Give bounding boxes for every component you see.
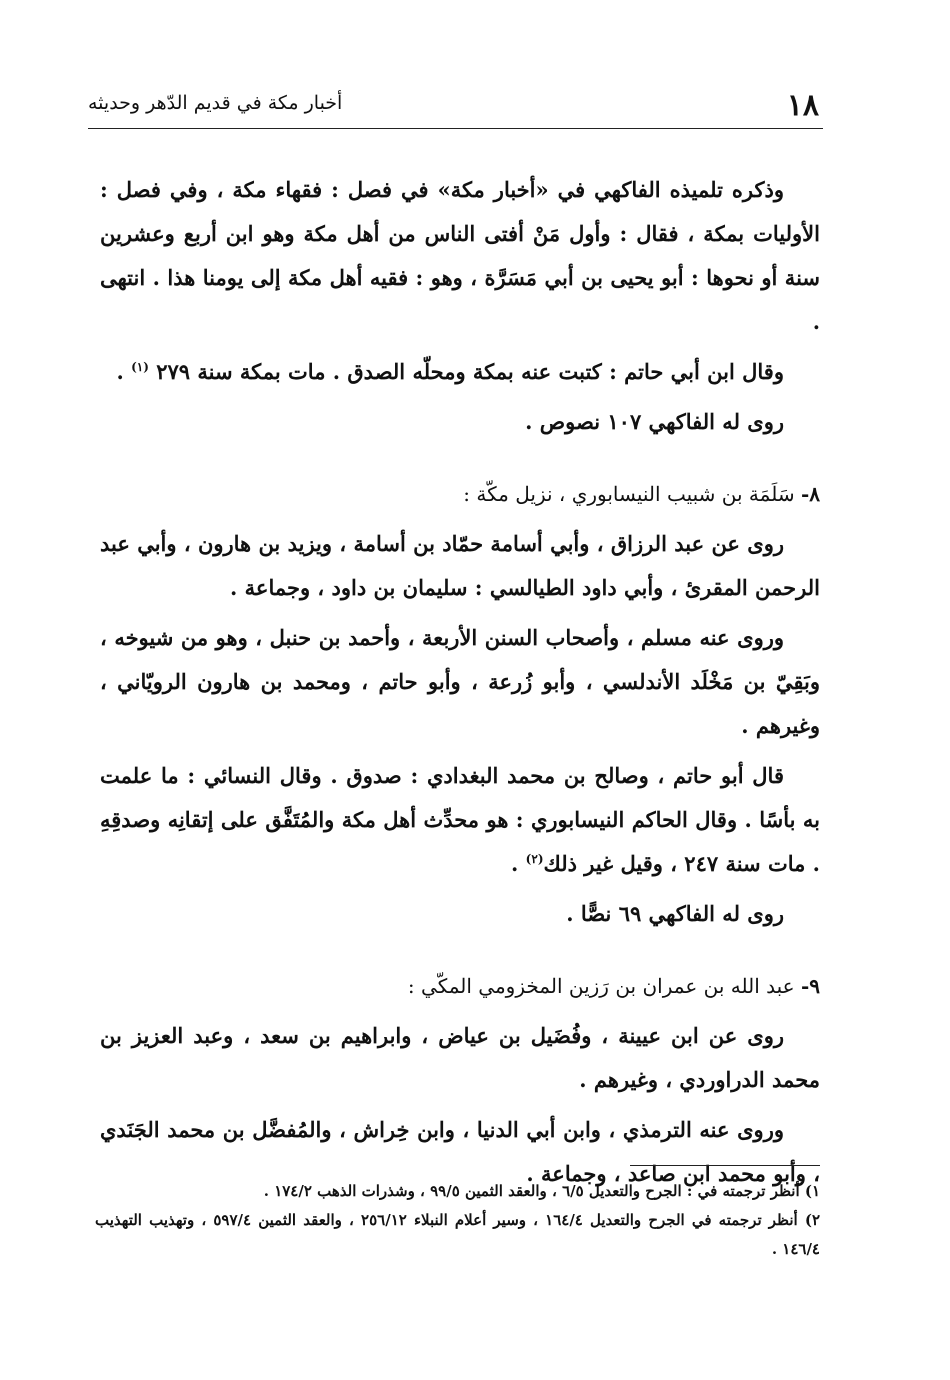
footnote-1: ١) أنظر ترجمته في : الجرح والتعديل ٦/٥ ، والعقد الثمين ٩٩/٥ ، وشذرات الذهب ١٧٤/٢ . [263,1182,820,1200]
entry-8-narrated-by: وروى عنه مسلم ، وأصحاب السنن الأربعة ، وأحمد بن حنبل ، وهو من شيوخه ، وبَقِيّ بن مَخْلَد الأندلسي ، وأبو زُرعة ، وأبو حاتم ، ومحمد بن هارون الرويّاني ، وغيرهم . [100,625,820,738]
entry-8-grading [100,754,820,886]
intro-paragraph-3: روى له الفاكهي ١٠٧ نصوص . [525,409,784,434]
footnote-ref-1[interactable]: (١) [131,360,149,374]
intro-paragraph-2-text: وقال ابن أبي حاتم : كتبت عنه بمكة ومحلّه الصدق . مات بمكة سنة ٢٧٩ [156,359,784,384]
entry-8-title: سَلَمَة بن شبيب النيسابوري ، نزيل مكّة : [463,482,801,506]
entry-8-number: ٨- [800,482,820,506]
intro-paragraph-2 [100,350,820,394]
entry-9-heading [100,964,820,1008]
intro-paragraph-2-end: . [116,359,132,384]
entry-8-narrated-from: روى عن عبد الرزاق ، وأبي أسامة حمّاد بن أسامة ، ويزيد بن هارون ، وأبي عبد الرحمن المقرئ ، وأبي داود الطيالسي : سليمان بن داود ، وجماعة . [100,531,820,600]
entry-9-number: ٩- [800,974,820,998]
entry-8-count: روى له الفاكهي ٦٩ نصًّا . [566,901,784,926]
entry-9-title: عبد الله بن عمران بن رَزين المخزومي المكّي : [407,974,801,998]
footnote-2: ٢) أنظر ترجمته في الجرح والتعديل ١٦٤/٤ ، وسير أعلام النبلاء ٢٥٦/١٢ ، والعقد الثمين ٥٩٧/٤ ، وتهذيب التهذيب ١٤٦/٤ . [95,1211,820,1258]
entry-8-grading-text: قال أبو حاتم ، وصالح بن محمد البغدادي : صدوق . وقال النسائي : ما علمت به بأسًا . وقال الحاكم النيسابوري : هو محدِّث أهل مكة والمُتَفَّق على إتقانِه وصدقِهِ . مات سنة ٢٤٧ ، وقيل غير ذلك [100,763,820,876]
entry-8-heading [100,472,820,516]
page-header [88,88,823,129]
main-text [100,168,820,1196]
running-title: أخبار مكة في قديم الدّهر وحديثه [88,92,343,114]
footnote-ref-2[interactable]: (٢) [525,852,544,866]
footnote-rule [630,1165,820,1166]
page-number: ١٨ [786,88,819,123]
entry-9-narrated-by: وروى عنه الترمذي ، وابن أبي الدنيا ، وابن خِراش ، والمُفضَّل بن محمد الجَنَدي ، وأبو محمد ابن صاعد ، وجماعة . [100,1117,820,1186]
intro-paragraph-1: وذكره تلميذه الفاكهي في «أخبار مكة» في فصل : فقهاء مكة ، وفي فصل : الأوليات بمكة ، فقال : وأول مَنْ أفتى الناس من أهل مكة وهو ابن أربع وعشرين سنة أو نحوها : أبو يحيى بن أبي مَسَرَّة ، وهو : فقيه أهل مكة إلى يومنا هذا . انتهى . [100,177,820,334]
entry-8-grading-end: . [511,851,526,876]
entry-9-narrated-from: روى عن ابن عيينة ، وفُضَيل بن عياض ، وابراهيم بن سعد ، وعبد العزيز بن محمد الدراوردي ، وغيرهم . [100,1023,820,1092]
